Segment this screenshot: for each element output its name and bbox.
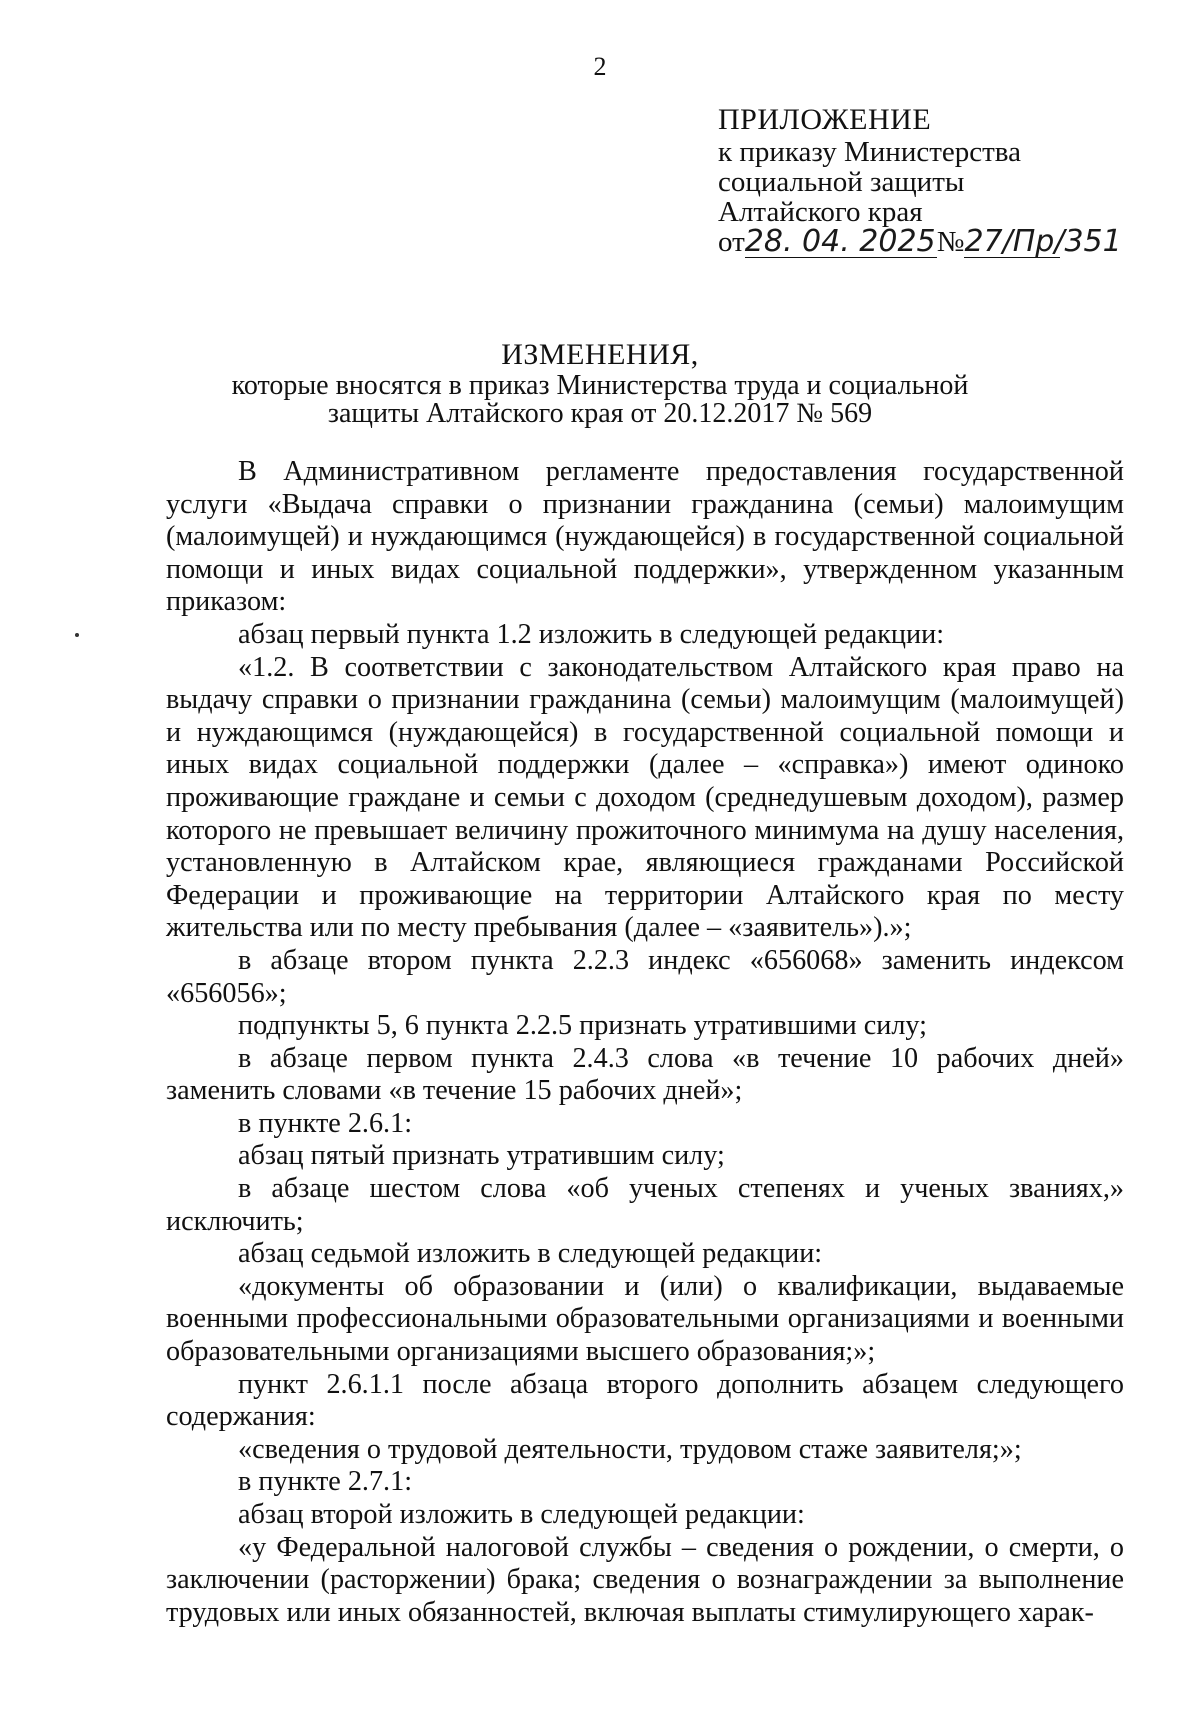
document-subtitle-line: которые вносятся в приказ Министерства труда и социальной: [231, 370, 969, 401]
body-paragraph: в абзаце шестом слова «об ученых степенях и ученых званиях,» исключить;: [166, 1173, 1124, 1237]
body-paragraph: «у Федеральной налоговой службы – сведения о рождении, о смерти, о заключении (расторжении) брака; сведения о вознаграждении за выполнение трудовых или иных обязанностей, включая выплаты стимулирующего харак-: [166, 1531, 1124, 1628]
body-paragraph: подпункты 5, 6 пункта 2.2.5 признать утратившими силу;: [238, 1010, 927, 1042]
body-paragraph: «1.2. В соответствии с законодательством Алтайского края право на выдачу справки о признании гражданина (семьи) малоимущим (малоимущей) и нуждающимся (нуждающейся) в государственной социальной помощи и иных видах социальной поддержки (далее – «справка») имеют одиноко проживающие граждане и семьи с доходом (среднедушевым доходом), размер которого не превышает величину прожиточного минимума на душу населения, установленную в Алтайском крае, являющиеся гражданами Российской Федерации и проживающие на территории Алтайского края по месту жительства или по месту пребывания (далее – «заявитель»).»;: [166, 651, 1124, 944]
body-paragraph: пункт 2.6.1.1 после абзаца второго дополнить абзацем следующего содержания:: [166, 1368, 1124, 1433]
body-paragraph: В Административном регламенте предоставления государственной услуги «Выдача справки о признании гражданина (семьи) малоимущим (малоимущей) и нуждающимся (нуждающейся) в государственной социальной помощи и иных видах социальной поддержки», утвержденном указанным приказом:: [166, 456, 1124, 618]
body-paragraph: «сведения о трудовой деятельности, трудовом стаже заявителя;»;: [238, 1433, 1022, 1465]
number-underline: [964, 224, 1122, 259]
body-paragraph: в абзаце первом пункта 2.4.3 слова «в течение 10 рабочих дней» заменить словами «в течение 15 рабочих дней»;: [166, 1042, 1124, 1107]
body-paragraph: «документы об образовании и (или) о квалификации, выдаваемые военными профессиональными образовательными организациями и военными образовательными организациями высшего образования;»;: [166, 1270, 1124, 1368]
body-paragraph: абзац седьмой изложить в следующей редакции:: [238, 1238, 823, 1270]
appendix-line: Алтайского края: [718, 196, 923, 228]
appendix-block: [718, 103, 1122, 261]
order-date-number-line: [718, 224, 1122, 261]
body-paragraph: в пункте 2.7.1:: [238, 1466, 413, 1498]
handwritten-number: 27/Пр/351: [964, 224, 1122, 259]
appendix-line: к приказу Министерства: [718, 136, 1021, 168]
body-paragraph: абзац первый пункта 1.2 изложить в следующей редакции:: [238, 618, 945, 650]
document-body: [166, 456, 1124, 1629]
handwritten-date: 28. 04. 2025: [744, 224, 936, 259]
body-paragraph: абзац пятый признать утратившим силу;: [238, 1140, 725, 1172]
document-title: ИЗМЕНЕНИЯ,: [501, 338, 699, 371]
body-paragraph: в пункте 2.6.1:: [238, 1107, 413, 1139]
page-number: 2: [593, 52, 607, 81]
body-paragraph: в абзаце втором пункта 2.2.3 индекс «656068» заменить индексом «656056»;: [166, 944, 1124, 1009]
number-prefix: №: [936, 226, 965, 258]
appendix-line: социальной защиты: [718, 166, 965, 198]
appendix-heading: ПРИЛОЖЕНИЕ: [718, 103, 932, 136]
document-subtitle-line: защиты Алтайского края от 20.12.2017 № 569: [327, 398, 873, 429]
body-paragraph: абзац второй изложить в следующей редакции:: [238, 1499, 805, 1530]
margin-dot: [75, 633, 79, 637]
date-underline: [744, 224, 937, 259]
date-prefix: от: [718, 226, 745, 258]
title-block: [0, 338, 1200, 428]
